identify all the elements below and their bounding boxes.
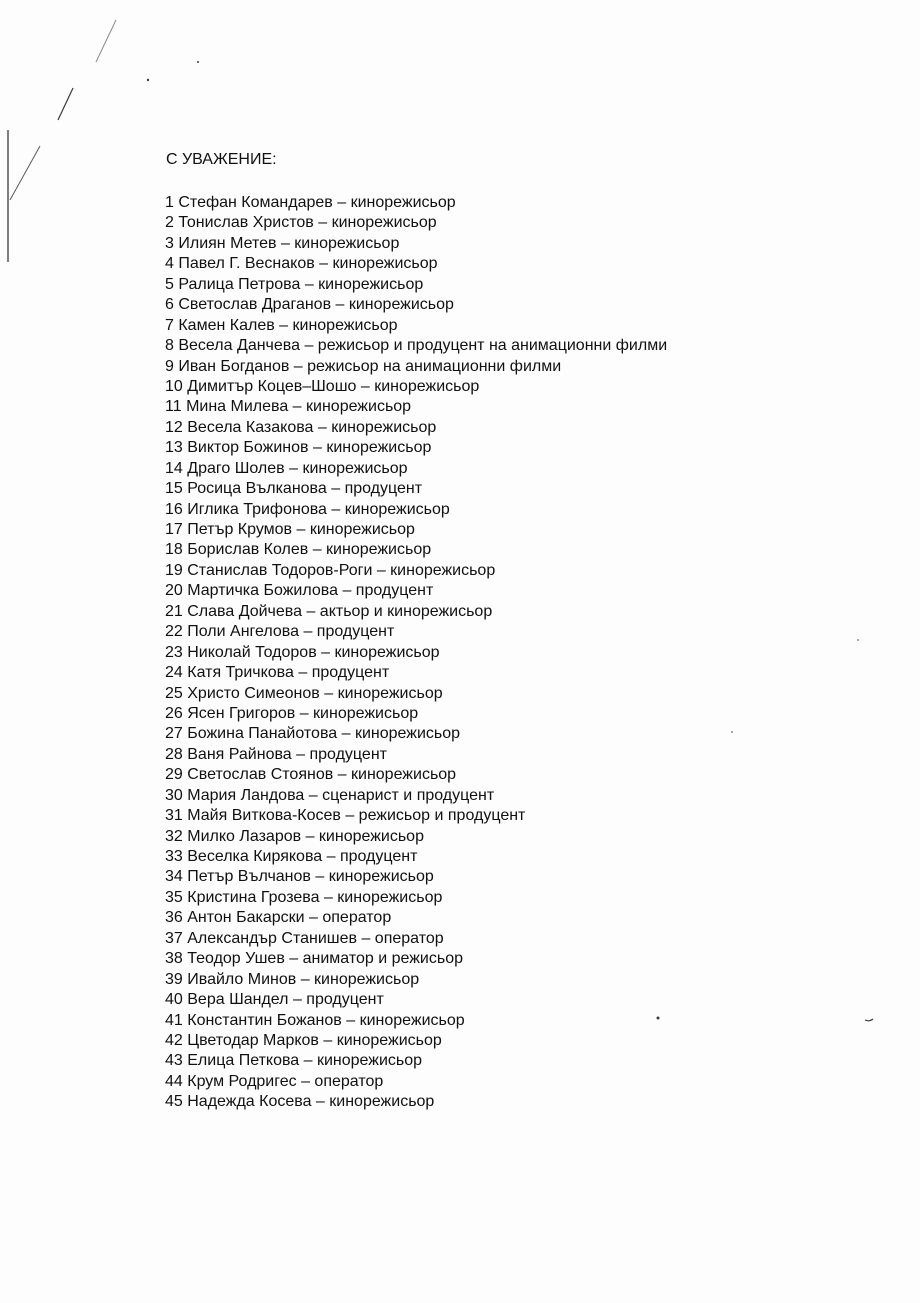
signatory-number: 43 (165, 1052, 183, 1070)
signatory-row (165, 663, 667, 683)
signatory-row (165, 336, 667, 356)
signatory-row (165, 970, 667, 990)
signatory-row (165, 540, 667, 560)
signatory-number: 17 (165, 521, 183, 538)
scan-mark-right (865, 1019, 873, 1021)
signatory-row (165, 990, 667, 1010)
signatory-number: 9 (165, 357, 174, 375)
signatory-row (165, 1092, 667, 1112)
signatory-name-role: Вера Шандел – продуцент (187, 991, 384, 1009)
scan-dot-5 (731, 731, 733, 733)
signatory-name-role: Виктор Божинов – кинорежисьор (187, 439, 432, 457)
signatory-number: 1 (165, 194, 174, 211)
signatory-row (165, 827, 667, 847)
signatory-name-role: Драго Шолев – кинорежисьор (187, 459, 408, 477)
signatory-number: 27 (165, 725, 183, 743)
signatory-number: 45 (165, 1093, 183, 1111)
signatory-name-role: Елица Петкова – кинорежисьор (187, 1052, 423, 1070)
signatory-number: 7 (165, 316, 174, 334)
signatory-name-role: Тонислав Христов – кинорежисьор (178, 214, 437, 232)
signatory-number: 32 (165, 827, 183, 845)
signatory-row (165, 520, 667, 540)
signatory-name-role: Мария Ландова – сценарист и продуцент (187, 786, 495, 804)
signatory-number: 31 (165, 807, 183, 825)
signatory-row (165, 561, 667, 581)
signatory-number: 18 (165, 541, 183, 559)
signatory-number: 23 (165, 643, 183, 661)
signatory-name-role: Весела Казакова – кинорежисьор (187, 418, 437, 436)
signatories-list (165, 193, 667, 1113)
signatory-number: 12 (165, 418, 183, 436)
signatory-number: 33 (165, 848, 183, 865)
signatory-row (165, 1072, 667, 1092)
signatory-number: 26 (165, 704, 183, 722)
signatory-row (165, 213, 667, 233)
signatory-row (165, 295, 667, 315)
signatory-name-role: Цветодар Марков – кинорежисьор (187, 1031, 442, 1049)
signatory-row (165, 602, 667, 622)
signatory-row (165, 581, 667, 601)
signatory-number: 42 (165, 1031, 183, 1049)
signatory-row (165, 765, 667, 785)
signatory-row (165, 397, 667, 417)
signatory-number: 15 (165, 480, 183, 498)
signatory-number: 34 (165, 868, 183, 886)
signatory-number: 14 (165, 459, 183, 477)
signatory-row (165, 867, 667, 887)
signatory-row (165, 704, 667, 724)
signatory-name-role: Петър Вълчанов – кинорежисьор (187, 868, 434, 886)
signatory-row (165, 949, 667, 969)
signatory-number: 38 (165, 950, 183, 968)
signatory-name-role: Поли Ангелова – продуцент (187, 623, 395, 641)
signatory-row (165, 254, 667, 274)
signatory-row (165, 929, 667, 949)
signatory-number: 4 (165, 255, 174, 273)
signatory-number: 10 (165, 377, 183, 395)
signatory-row (165, 1011, 667, 1031)
signatory-name-role: Мина Милева – кинорежисьор (186, 398, 412, 416)
signatory-row (165, 724, 667, 744)
signatory-name-role: Милко Лазаров – кинорежисьор (187, 827, 424, 845)
signatory-name-role: Надежда Косева – кинорежисьор (187, 1093, 435, 1111)
signatory-row (165, 357, 667, 377)
signatory-number: 2 (165, 214, 174, 232)
signatory-row (165, 459, 667, 479)
signatory-name-role: Димитър Коцев–Шошо – кинорежисьор (187, 377, 480, 395)
signatory-name-role: Весела Данчева – режисьор и продуцент на анимационни филми (178, 337, 668, 355)
signatory-name-role: Светослав Стоянов – кинорежисьор (187, 766, 457, 784)
scan-stroke-diagonal (58, 88, 73, 120)
signatory-number: 36 (165, 909, 183, 927)
signatory-name-role: Станислав Тодоров-Роги – кинорежисьор (187, 561, 496, 579)
signatory-number: 5 (165, 275, 174, 293)
signatory-number: 29 (165, 766, 183, 784)
signatory-name-role: Светослав Драганов – кинорежисьор (178, 296, 454, 314)
signatory-name-role: Павел Г. Веснаков – кинорежисьор (178, 255, 438, 273)
signatory-row (165, 847, 667, 867)
signatory-number: 35 (165, 888, 183, 906)
signatory-row (165, 1051, 667, 1071)
signatory-row (165, 377, 667, 397)
signatory-number: 8 (165, 337, 174, 355)
signatory-name-role: Борислав Колев – кинорежисьор (187, 541, 432, 559)
signatory-name-role: Александър Станишев – оператор (187, 929, 444, 947)
signatory-number: 30 (165, 786, 183, 804)
signatory-number: 28 (165, 745, 183, 763)
signatory-name-role: Христо Симеонов – кинорежисьор (187, 684, 443, 702)
signatory-name-role: Мартичка Божилова – продуцент (187, 582, 434, 600)
signatory-number: 41 (165, 1011, 183, 1029)
signatory-row (165, 275, 667, 295)
signatory-number: 37 (165, 929, 183, 947)
closing-salutation: С УВАЖЕНИЕ: (166, 151, 277, 168)
signatory-number: 25 (165, 684, 183, 702)
signatory-number: 24 (165, 664, 183, 682)
signatory-row (165, 1031, 667, 1051)
signatory-name-role: Кристина Грозева – кинорежисьор (187, 888, 443, 906)
signatory-number: 20 (165, 582, 183, 600)
signatory-number: 13 (165, 439, 183, 457)
signatory-name-role: Николай Тодоров – кинорежисьор (187, 643, 440, 661)
signatory-number: 19 (165, 561, 183, 579)
signatory-name-role: Стефан Командарев – кинорежисьор (178, 194, 456, 211)
signatory-row (165, 316, 667, 336)
signatory-name-role: Теодор Ушев – аниматор и режисьор (187, 950, 463, 968)
signatory-row (165, 438, 667, 458)
signatory-row (165, 888, 667, 908)
signatory-row (165, 786, 667, 806)
signatory-row (165, 684, 667, 704)
signatory-name-role: Росица Вълканова – продуцент (187, 480, 423, 498)
signatory-number: 3 (165, 234, 174, 252)
signatory-number: 21 (165, 602, 183, 620)
signatory-row (165, 622, 667, 642)
signatory-row (165, 908, 667, 928)
signatory-number: 40 (165, 991, 183, 1009)
signatory-name-role: Иглика Трифонова – кинорежисьор (187, 500, 450, 518)
signatory-row (165, 479, 667, 499)
signatory-name-role: Ваня Райнова – продуцент (187, 745, 387, 763)
signatory-name-role: Ясен Григоров – кинорежисьор (187, 704, 419, 722)
signatory-name-role: Ивайло Минов – кинорежисьор (187, 970, 420, 988)
scan-stroke-top (96, 20, 116, 62)
scan-dot-1 (147, 79, 149, 81)
signatory-name-role: Крум Родригес – оператор (187, 1072, 384, 1090)
signatory-number: 16 (165, 500, 183, 518)
signatory-name-role: Камен Калев – кинорежисьор (178, 316, 398, 334)
signatory-row (165, 806, 667, 826)
scan-dot-2 (197, 61, 199, 63)
signatory-number: 44 (165, 1072, 183, 1090)
scan-dot-4 (857, 639, 859, 641)
signatory-name-role: Майя Виткова-Косев – режисьор и продуцент (187, 807, 526, 825)
signatory-row (165, 193, 667, 213)
signatory-name-role: Катя Тричкова – продуцент (187, 664, 390, 682)
scan-stroke-slash (10, 146, 40, 200)
signatory-name-role: Божина Панайотова – кинорежисьор (187, 725, 461, 743)
signatory-row (165, 745, 667, 765)
signatory-name-role: Иван Богданов – режисьор на анимационни филми (178, 357, 562, 375)
signatory-row (165, 418, 667, 438)
signatory-row (165, 643, 667, 663)
signatory-name-role: Константин Божанов – кинорежисьор (187, 1011, 465, 1029)
signatory-name-role: Слава Дойчева – актьор и кинорежисьор (187, 602, 493, 620)
signatory-number: 39 (165, 970, 183, 988)
signatory-row (165, 234, 667, 254)
signatory-name-role: Ралица Петрова – кинорежисьор (178, 275, 424, 293)
signatory-row (165, 500, 667, 520)
signatory-name-role: Веселка Кирякова – продуцент (187, 848, 418, 865)
signatory-number: 11 (165, 398, 182, 416)
signatory-number: 6 (165, 296, 174, 314)
signatory-name-role: Петър Крумов – кинорежисьор (187, 521, 415, 538)
signatory-name-role: Илиян Метев – кинорежисьор (178, 234, 400, 252)
signatory-name-role: Антон Бакарски – оператор (187, 909, 392, 927)
signatory-number: 22 (165, 623, 183, 641)
